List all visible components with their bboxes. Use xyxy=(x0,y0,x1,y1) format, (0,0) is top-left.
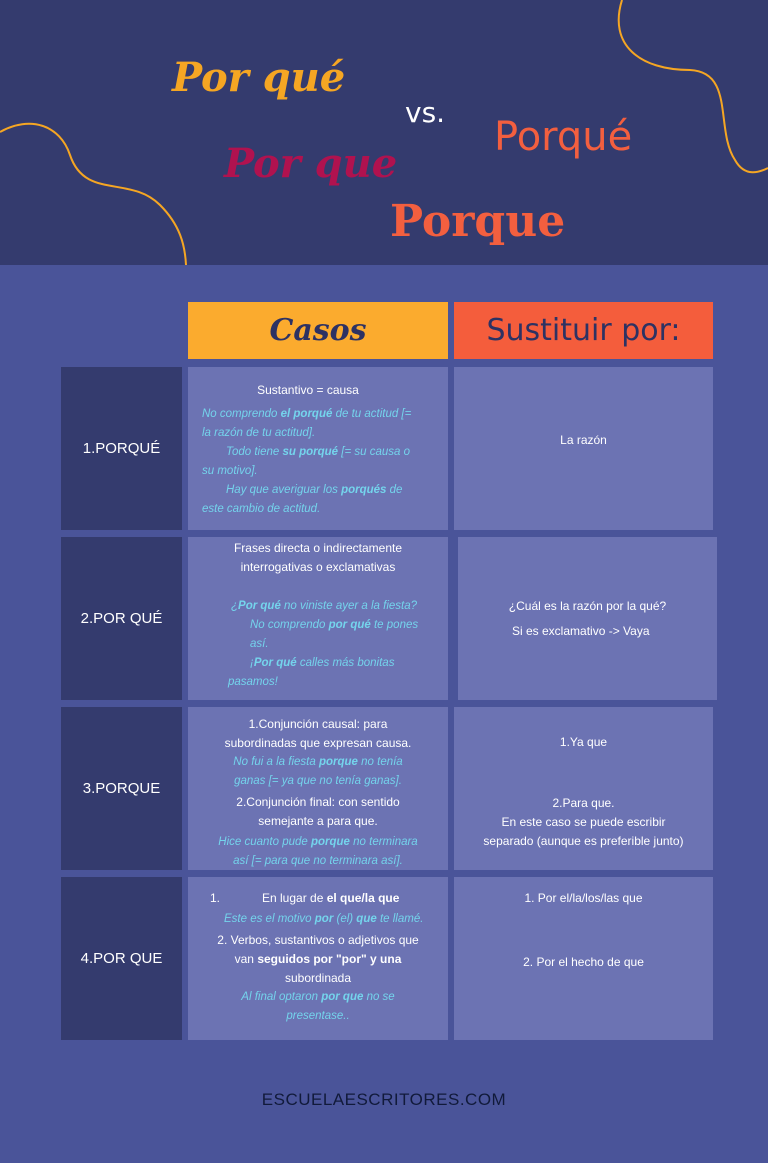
substitute-text: Si es exclamativo -> Vaya xyxy=(512,624,650,638)
substitute-text: 2. Por el hecho de que xyxy=(523,955,644,969)
case-definition: semejante a para que. xyxy=(258,814,378,828)
example-line: su motivo]. xyxy=(202,465,258,477)
case-definition: van seguidos por "por" y una xyxy=(234,952,402,966)
footer-website: ESCUELAESCRITORES.COM xyxy=(261,1090,507,1109)
header-banner xyxy=(0,0,768,265)
sustituir-cell-3 xyxy=(454,707,713,870)
row-label-por-que: 4.POR QUE xyxy=(61,877,182,1040)
substitute-text: En este caso se puede escribir xyxy=(501,815,666,829)
title-vs: vs. xyxy=(405,96,446,129)
example-line: así [= para que no terminara así]. xyxy=(233,855,403,867)
example-line: No fui a la fiesta porque no tenía xyxy=(233,756,403,768)
row-label-porque: 3.PORQUE xyxy=(61,707,182,870)
example-line: Este es el motivo por (el) que te llamé. xyxy=(224,913,424,925)
substitute-text: separado (aunque es preferible junto) xyxy=(483,834,684,848)
sustituir-cell-2 xyxy=(458,537,717,700)
example-line: ¿Por qué no viniste ayer a la fiesta? xyxy=(231,600,418,612)
example-line: ganas [= ya que no tenía ganas]. xyxy=(234,775,402,787)
substitute-text: ¿Cuál es la razón por la qué? xyxy=(508,599,667,613)
example-line: presentase.. xyxy=(286,1010,350,1022)
substitute-text: 1. Por el/la/los/las que xyxy=(524,891,643,905)
case-definition: 2. Verbos, sustantivos o adjetivos que xyxy=(217,933,419,947)
substitute-text: 1.Ya que xyxy=(559,735,608,749)
row-label-por-que-acento: 2.POR QUÉ xyxy=(61,537,182,700)
example-line: No comprendo por qué te pones así. xyxy=(250,619,419,650)
example-line: Hay que averiguar los porqués de xyxy=(226,484,403,496)
example-line: la razón de tu actitud]. xyxy=(202,427,316,439)
title-por-que: Por que xyxy=(224,140,398,187)
substitute-text: 2.Para que. xyxy=(552,796,615,810)
example-line: este cambio de actitud. xyxy=(202,503,321,515)
example-line: ¡Por qué calles más bonitas xyxy=(250,657,395,669)
case-definition: subordinada xyxy=(284,971,352,985)
casos-cell-2 xyxy=(188,537,448,700)
example-line: No comprendo el porqué de tu actitud [= xyxy=(202,408,412,420)
title-porque: Porque xyxy=(390,196,566,247)
example-line: Al final optaron por que no se xyxy=(241,991,395,1003)
example-line: pasamos! xyxy=(228,676,278,688)
example-line: Hice cuanto pude porque no terminara xyxy=(218,836,418,848)
case-definition: Sustantivo = causa xyxy=(257,383,359,397)
casos-cell-4 xyxy=(188,877,448,1040)
case-definition: interrogativas o exclamativas xyxy=(240,560,396,574)
example-line: Todo tiene su porqué [= su causa o xyxy=(226,446,410,458)
casos-cell-1 xyxy=(188,367,448,530)
case-definition: 1.Conjunción causal: para xyxy=(248,717,388,731)
column-header-casos: Casos xyxy=(188,302,448,359)
title-porque-acento: Porqué xyxy=(494,114,633,160)
row-label-porque-acento: 1.PORQUÉ xyxy=(61,367,182,530)
case-definition: 1. En lugar de el que/la que xyxy=(210,891,400,905)
casos-cell-3 xyxy=(188,707,448,870)
sustituir-cell-1 xyxy=(454,367,713,530)
sustituir-cell-4 xyxy=(454,877,713,1040)
decorative-curves xyxy=(0,0,768,265)
case-definition: 2.Conjunción final: con sentido xyxy=(236,795,400,809)
column-header-sustituir: Sustituir por: xyxy=(454,302,713,359)
title-por-que-acento: Por qué xyxy=(172,54,346,101)
substitute-text: La razón xyxy=(560,433,607,447)
case-definition: Frases directa o indirectamente xyxy=(233,541,403,555)
case-definition: subordinadas que expresan causa. xyxy=(224,736,412,750)
